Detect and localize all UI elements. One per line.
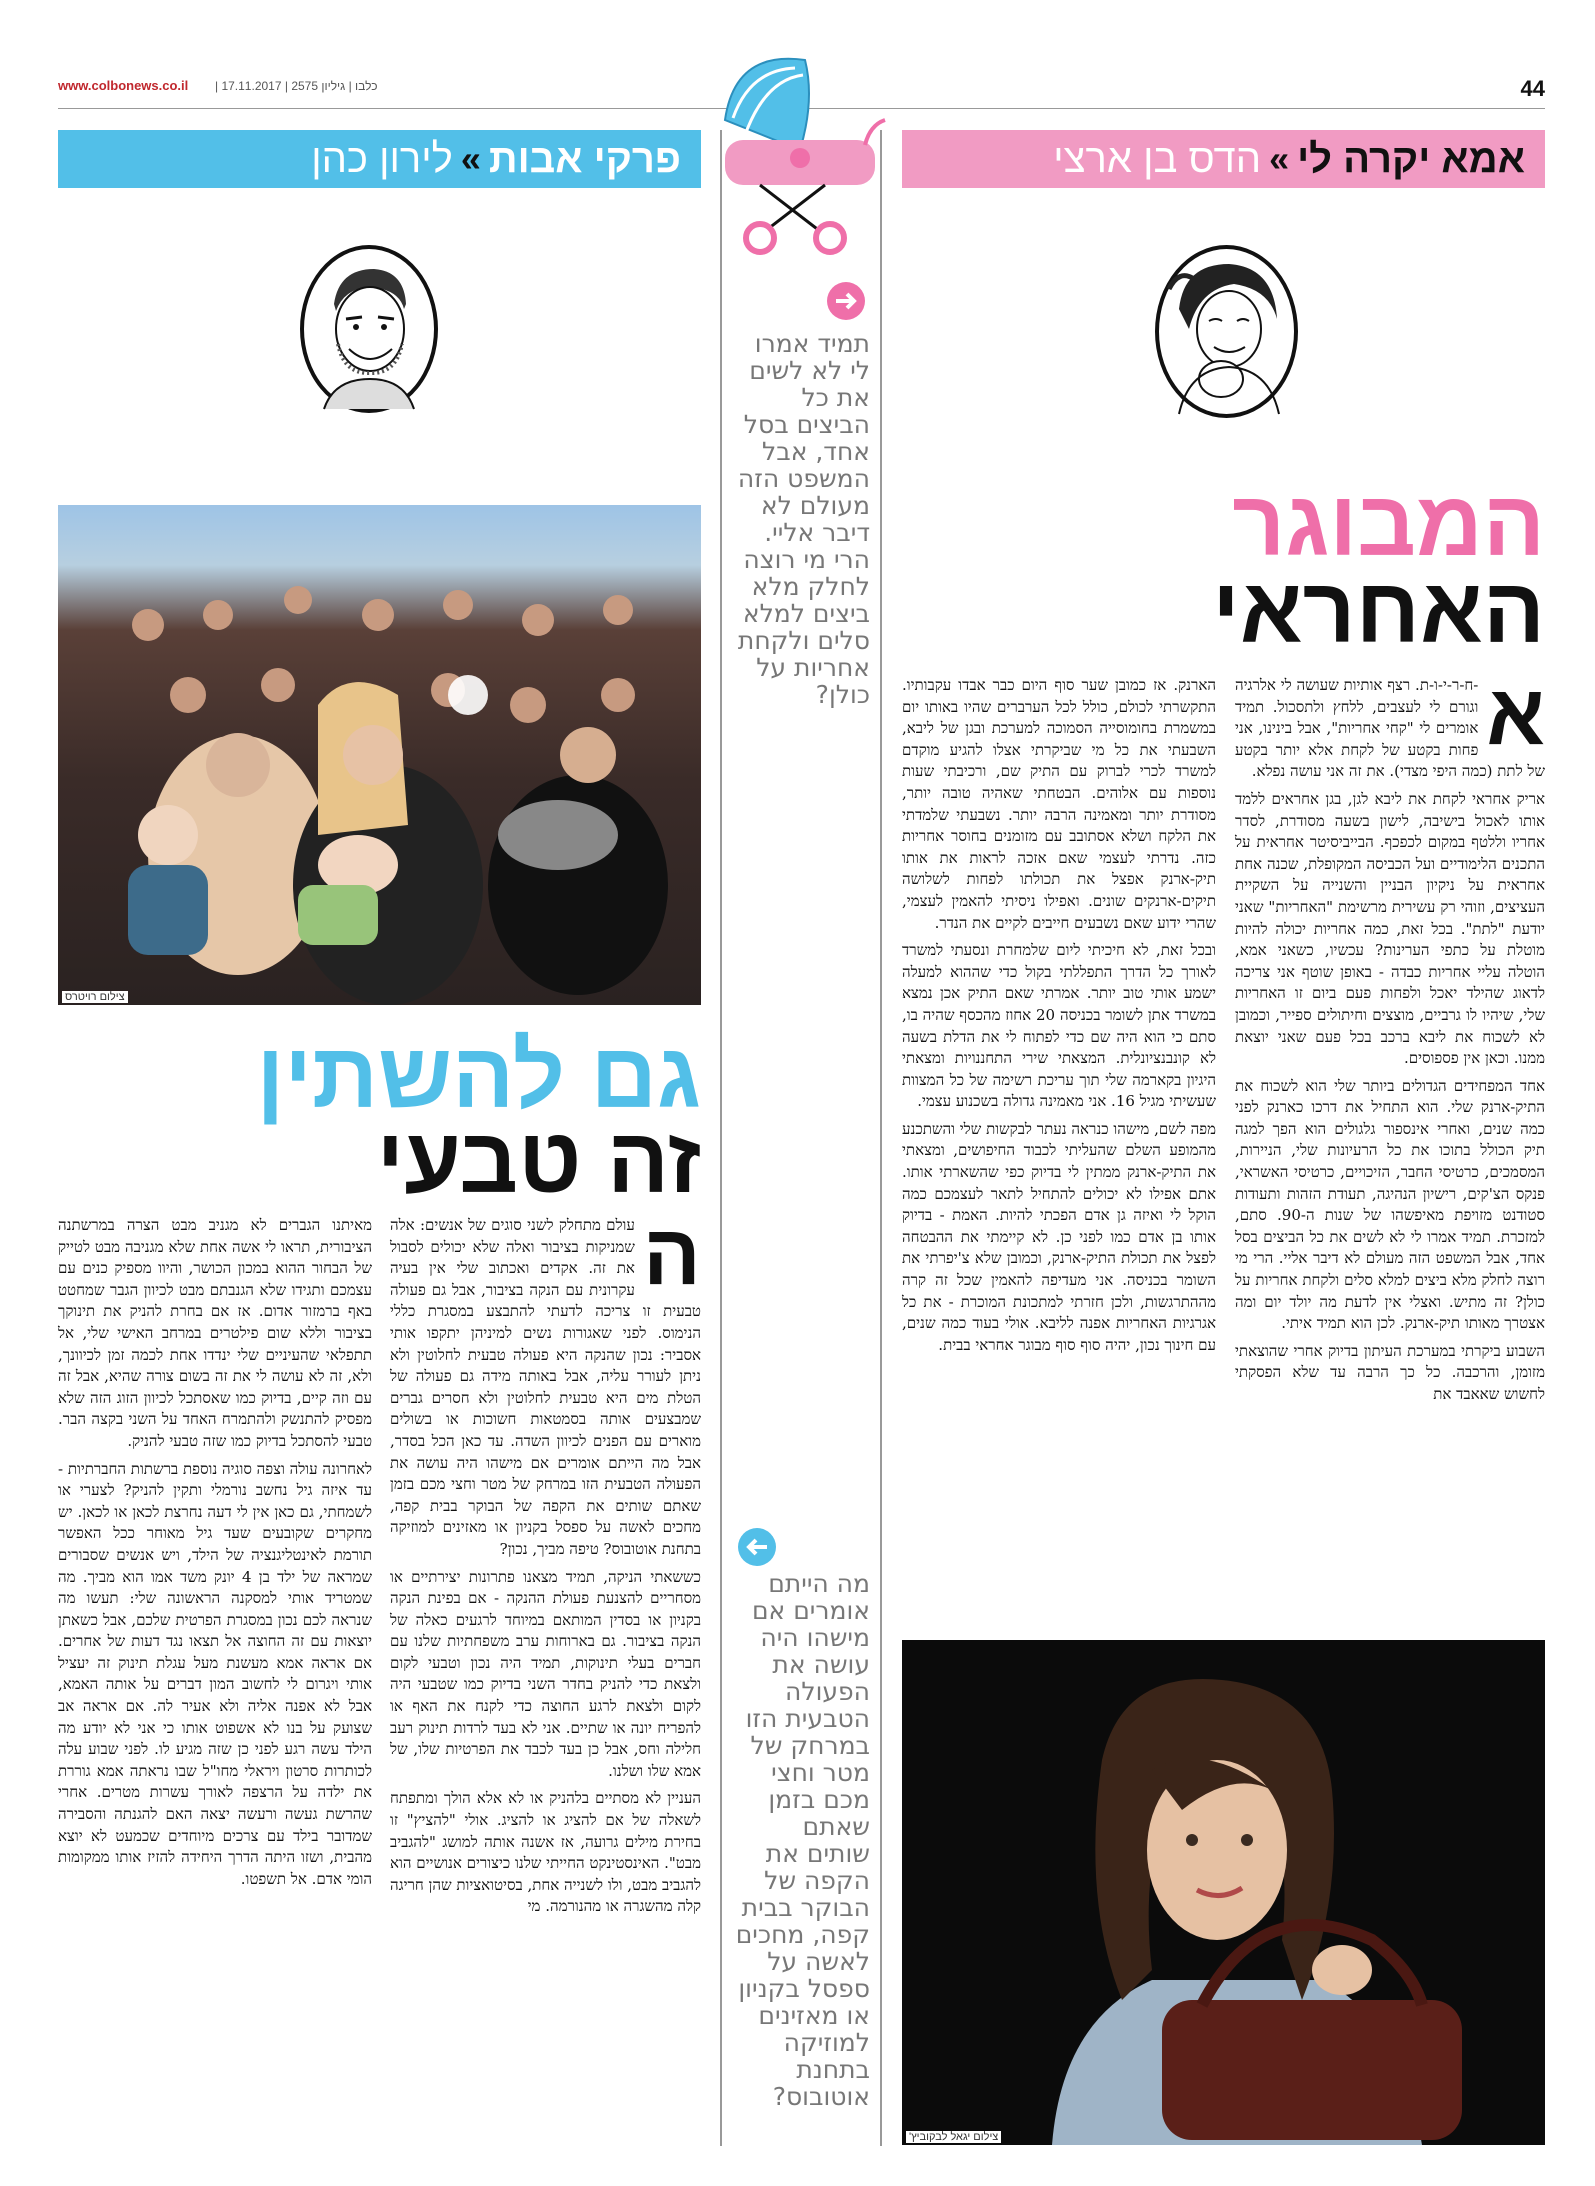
- page-number: 44: [1520, 76, 1545, 101]
- stroller-icon: [705, 40, 895, 260]
- arrow-left-icon: [738, 1528, 776, 1566]
- arrow-right-icon: [827, 282, 865, 320]
- left-author: לירון כהן: [311, 136, 453, 181]
- pull-quote-bottom: מה הייתם אומרים אם מישהו היה עושה את הפעולה הטבעית הזו במרחק של מטר וחצי מכם בזמן שאתם שותים את הקפה של הבוקר בבית קפה, מחכים לאשה על ספסל בקניון או מאזינים למוזיקה בתחנת אוטובוס?: [735, 1569, 870, 2111]
- left-headline-line2: זה טבעי: [376, 1110, 701, 1212]
- author-caricature-hadas: [1155, 245, 1298, 418]
- right-article-col-right: [1235, 667, 1545, 1615]
- photo-woman-with-bag: [902, 1640, 1545, 2145]
- left-paragraph-3: העניין לא מסתיים בלהניק או לא אלא הולך ומתפתח לשאלה של אם להציג או להציג. אולי "להציץ" זו בחירת מילים גרועה, אז אשנה אותה למושג "להגביב מבט". האינסטינקט החייתי שלנו כיצורים אנושיים הוא להגביב מבט, ולו לשנייה אחת, בסיטואציות שהן חריגה קלה מהשגרה או מהנורמה. מי: [389, 1789, 701, 1916]
- right-column-banner: [902, 130, 1545, 188]
- right-paragraph-3: אחד המפחידים הגדולים ביותר שלי הוא לשכוח את התיק-ארנק שלי. הוא התחיל את דרכו כארנק לפני כמה שנים, ואחרי אינספור גלגולים הוא הפך למגה תיק הכולל בתוכו את כל הרעיונות שלי, הניירות, המסמכים, כרטיסי החבר, הזיכויים, כרטיסי האשראי, פנקס הצ'קים, רישיון הנהיגה, תעודת הזהות ותעודות סטודנט מזויפת מאיפשהו של שנות ה-90. סתם, למזכרת. תמיד אמרו לי לא לשים את כל הביצים בסל אחד, אבל המשפט הזה מעולם לא דיבר אליי. הרי מי רוצה לחלק מלא ביצים למלא סלים ולקחת אחריות על כולן? זה מתיש. ואצלי אין לדעת מה יולד יום ומה אצטרך מאותו תיק-ארנק. לכן הוא תמיד איתי.: [1235, 1076, 1545, 1333]
- right-paragraph-5: הארנק. אז כמובן שער סוף היום כבר אבדו עקבותיו. התקשרתי לכולם, כולל לכל הערברים שהיו באותו יום במשמרת בחומוסייה הסמוכה למערכת ובגן של ליבא, השבעתי את כל מי שביקרתי אצלו להגיע מוקדם למשרד לכרי לברוק עם התיק שם, ורכיבתי שעות נוספות עם אלוהים. הבטחתי שאהיה טובה יותר, מסודרת יותר ומאמינה הרבה יותר. נשבעתי שלמדתי את הלקח ושלא אסתובב עם מזומנים בחוסר אחריות כזה. נדרתי לעצמי שאם אזכה לראות את אותו תיק-ארנק אפצל את תכולתו לפחות לשלושה תיקים-ארנקים שונים. ואפילו ניסיתי להאמין לעצמי, שהרי ידוע שאם נשבעים חייבים לקיים את הנדר.: [902, 676, 1216, 932]
- left-paragraph-2: כששאתי הניקה, תמיד מצאנו פתרונות יצירתיים או מסחריים להצנעת פעולת ההנקה - אם בפינת הנקה בקניון או בסדין המותאם במיוחד לרגעים כאלה של הנקה בציבור. גם בארוחות ערב משפחתיות שלנו עם חברים בעלי תינוקות, תמיד היה נכון וטבעי לקום ולצאת כדי להניק בחדר השני בדיוק כמו שטבעי היה לקום ולצאת לרגע החוצה כדי לקנח את האף או להפריח יונה או שתיים. אני לא בעד לרדות תינוק רעב חלילה וחס, אבל כן בעד לכבד את הפרטיות שלו, של אמא שלו ושלנו.: [390, 1567, 701, 1780]
- right-category: אמא יקרה לי: [1297, 136, 1525, 181]
- right-paragraph-2: אריק אחראי לקחת את ליבא לגן, בגן אחראים ללמד אותו לאכול בישיבה, לישון בשעה מסודרת, לסדר אחריו וללטף במקום לכפכף. הבייביסיטר אחראית על התכנים הלימודיים ועל הכביסה המקופלת, שכנה אחת אחראית על ניקיון הבניין והשנייה על השקיית העציצים, וזוהי רק עשירית מרשימת "האחריות" שאני יודעת "לתת". בכל זאת, כמה אחריות יכולה להיות מוטלת על כתפי הערינות? עכשיו, כשאני אמא, הוטלה עליי אחריות כבדה - באופן שוטף אני צריכה לדאוג שהילד יאכל ולפחות פעם ביום זו האחריות שלי, שיהיו לו גרביים, מוצצים וחיתולים ספייר, וכמובן לא לשכוח את ליבא ברכב בכל פעם שאני יוצאת ממנו. וכאן אין פספוסים.: [1235, 789, 1545, 1068]
- left-category: פרקי אבות: [488, 136, 681, 181]
- right-headline-line2: האחראי: [1212, 560, 1545, 662]
- left-article-col-left: [58, 1215, 372, 2145]
- right-separator: »: [1269, 138, 1290, 179]
- left-paragraph-4: מאיתנו הגברים לא מגניב מבט הצרה במרשתנה הציבורית, תראו לי אשה אחת שלא מגניבה מבט לטייק של הבחור ההוא במכון הכושר, והיוו מספיק כנים עם עצמכם ותגידו שלא הגנבתם מבט לכיוון הגבר שמחטט באף ברמזור אדום. אז אם בחרת להניק את תינוקך בציבור וללא שום פילטרים במרחב האישי שלי, אל תתפלאי שהעיניים שלי ינדדו אחת לכמה זמן לכיוונך, ולא, זה לא עושה לי את זה בשום צורה שהיא, אבל זה עם וזה קיים, בדיוק כמו שאסתכל לכיוון הזוג הזה שלא מפסיק להתנשק ולהתמרח האחד על השני בקצה הבר. טבעי להסתכל בדיוק כמו שזה טבעי להניק.: [58, 1216, 372, 1450]
- left-dropcap: ה: [642, 1207, 701, 1303]
- left-article-col-right: [389, 1207, 701, 2145]
- left-paragraph-1: עולם מתחלק לשני סוגים של אנשים: אלה שמניקות בציבור ואלה שלא יכולים לסבול את זה. אקדים ואכתוב שלי אין בעיה עקרונית עם הנקה בציבור, אבל גם פעולה טבעית זו צריכה לדעתי להתבצע במסגרת כללי הנימוס. לפני שאגורות נשים למיניהן יתקפו אותי אסביר: נכון שהנקה היא פעולה טבעית לחלוטין ולא ניתן לעורר עליה, אבל באותה מידה גם פעולה של הטלת מים היא טבעית לחלוטין ולא חסרים גברים שמבצעים אותה בסמטאות חשוכות או בשולים מוארים עם הפנים לכיוון השדה. עד כאן הכל בסדר, אבל מה הייתם אומרים אם מישהו היה עושה את הפעולה הטבעית הזו במרחק של מטר וחצי מכם בזמן שאתם שותים את הקפה של הבוקר בבית קפה, מחכים לאשה על ספסל בקניון או מאזינים למוזיקה בתחנת אוטובוס? טיפה מביך, נכון?: [390, 1216, 701, 1558]
- left-paragraph-5: לאחרונה עולה וצפה סוגיה נוספת ברשתות החברתיות - עד איזה גיל נחשב נורמלי ותקין להניק? לצערי או לשמחתי, גם כאן אין לי דעה נחרצת לכאן או לכאן. יש מחקרים שקובעים שעד גיל מאוחר ככל האפשר תורמת לאינטליגנציה של הילד, ויש אנשים שסבורים שמראה של ילד בן 4 יונק משד אמו הוא מביך. מה שמטריד אותי למסקנה הראשונה שלי: תעשו מה שנראה לכם נכון במסגרת הפרטית שלכם, אבל כשאתן יוצאות עם זה החוצה אל תצאו נגד דעות של אחרים. אם אראה אמא מעשנת מעל עגלת תינוק זה יעציל אותי ויגרום לי לחשוב המון דברים על אותה האמא, אבל לא אפנה אליה ולא אעיר לה. אם אראה אב שצועק על בנו לא אשפוט אותו כי אני לא יודע מה הילד עשה רגע לפני כן שזה מגיע לו. לפני שבוע עלה לכותרות סרטון ויראלי מחו"ל שבו נראתה אמא גוררת את ילדה על הרצפה לאורך עשרות מטרים. אחרי שהרשת געשה ורעשה יצאה האם להגנתה והסבירה שמדובר בילד עם צרכים מיוחדים שכמעט לא יוצא מהבית, ושזו היתה הדרך היחידה להזיז אותו ממקומות הומי אדם. אל תשפטו.: [58, 1459, 373, 1888]
- author-caricature-liron: [300, 245, 438, 413]
- photo-crowd-breastfeeding: [58, 505, 701, 1005]
- left-headline-line1: גם להשתין: [256, 1025, 701, 1127]
- left-photo-credit: צילום רויטרס: [62, 991, 128, 1003]
- right-paragraph-7: מפה לשם, מישהו כנראה נעתר לבקשות שלי והשתכנע מהמופע השלם שהעליתי לכבוד החיפושים, ומצאתי את התיק-ארנק ממתין לי בדיוק כפי שהשארתי אותו. אתם אפילו לא יכולים להתחיל לתאר לעצמכם כמה הוקל לי ואיזה גן אדם הפכתי להיות. האמת - בדיוק אותו בן אדם כמו לפני כן. לא קיימתי את ההבטחה לפצל את תכולת התיק-ארנק, וכמובן שלא צ'יפרתי את השומר בכניסה. אני מעדיפה להאמין שכל זה קרה מההתרגשות, ולכן חזרתי למתכונת המוכרת - את כל אגרגיות האחריות אפנה לליבא. אולי בעוד כמה שנים, עם חינוך נכון, יהיה סוף סוף מבוגר אחראי בבית.: [902, 1119, 1216, 1354]
- column-rule-left: [720, 130, 722, 2146]
- right-paragraph-4: השבוע ביקרתי במערכת העיתון בדיוק אחרי שהוצאתי מזומן, והרכבה. כל כך הרבה עד שלא הפסקתי לחשוש שאאבד את: [1235, 1341, 1545, 1403]
- issue-line: | כלבו | גיליון 2575 | 17.11.2017: [215, 79, 378, 93]
- right-paragraph-1: -ח-ר-י-ו-ת. רצף אותיות שעושה לי אלרגיה וגורם לי לעצבים, ללחץ ולתסכול. תמיד אומרים לי "קחי אחריות", אבל בינינו, אני פחות בקטע של לקחת אלא יותר בקטע של לתת (כמה היפי מצדי). את זה אני עושה נפלא.: [1235, 676, 1545, 781]
- right-article-col-left: [902, 675, 1216, 1615]
- right-paragraph-6: ובכל זאת, לא חיכיתי ליום שלמחרת ונסעתי למשרד לאורך כל הדרך התפללתי בקול כדי שההוא למעלה ישמע אותי טוב יותר. אמרתי שאם התיק אכן נמצא במשרד אתן לשומר בכניסה 20 אחוז מהכסף שהיה בו, סתם כי הוא היה שם כדי לפתוח לי את הדלת בשעה לא קונבנציונלית. המצאתי שירי התחננויות ומצאתי היגיון בקארמה שלי תוך עריכת רשימה של כל המצוות שעשיתי מגיל 16. אני מאמינה גדולה בשכנוע עצמי.: [902, 941, 1216, 1111]
- right-author: הדס בן ארצי: [1053, 136, 1262, 181]
- pull-quote-top: תמיד אמרו לי לא לשים את כל הביצים בסל אחד, אבל המשפט הזה מעולם לא דיבר אליי. הרי מי רוצה לחלק מלא ביצים למלא סלים ולקחת אחריות על כולן?: [737, 329, 870, 709]
- left-column-banner: [58, 130, 701, 188]
- site-url[interactable]: www.colbonews.co.il: [58, 78, 189, 93]
- right-photo-credit: צילום יגאל לבקוביץ': [906, 2131, 1001, 2143]
- right-dropcap: א: [1486, 667, 1545, 763]
- column-rule-right: [880, 130, 882, 2146]
- right-headline-line1: המבוגר: [1232, 473, 1545, 575]
- left-separator: »: [460, 138, 481, 179]
